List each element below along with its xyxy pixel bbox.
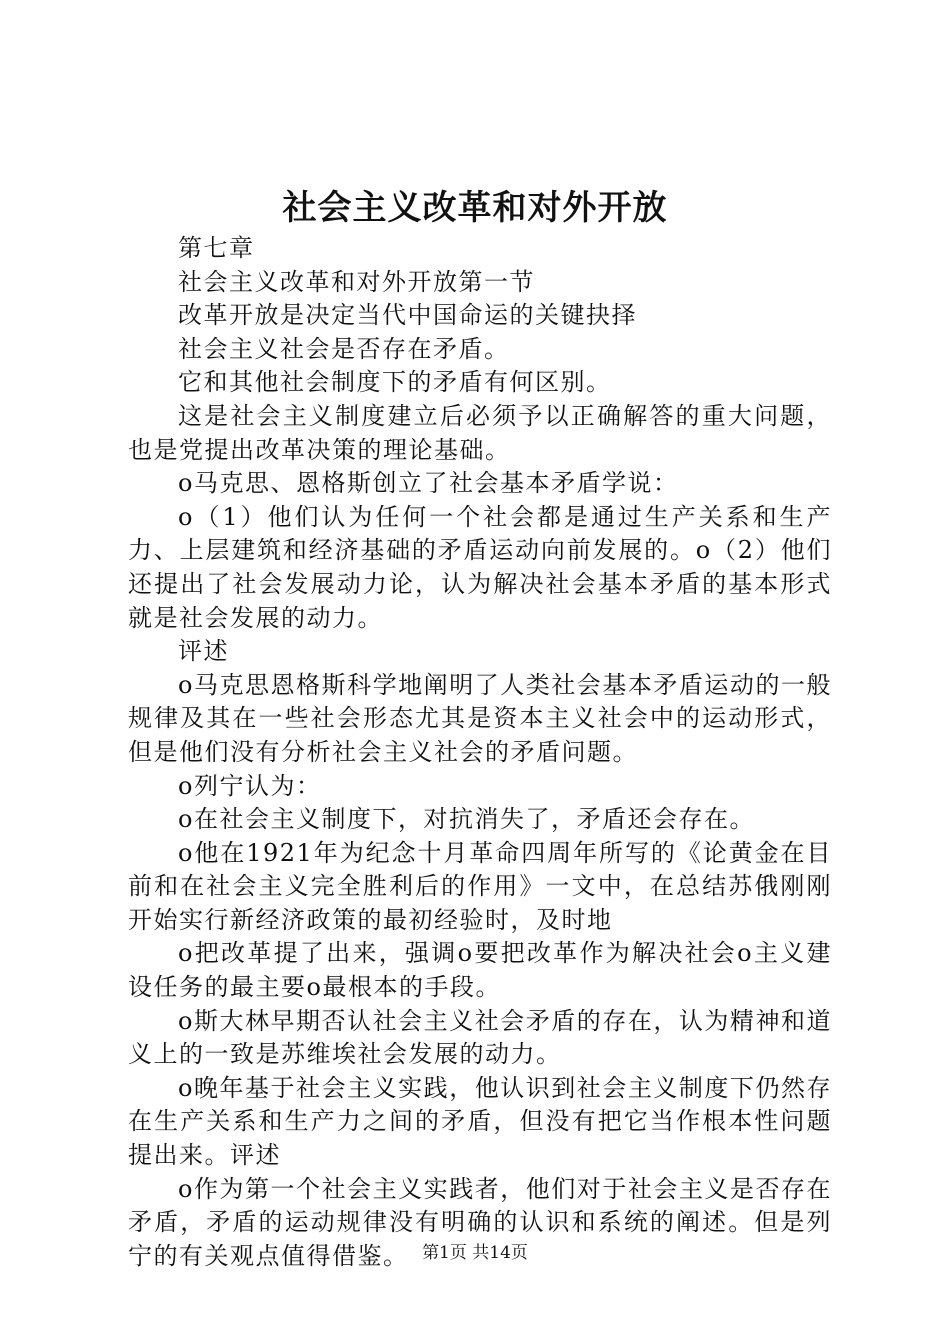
paragraph-15: o斯大林早期否认社会主义社会矛盾的存在，认为精神和道义上的一致是苏维埃社会发展的动力。 — [128, 1006, 832, 1069]
paragraph-3: 改革开放是决定当代中国命运的关键抉择 — [178, 301, 637, 330]
paragraph-5: 它和其他社会制度下的矛盾有何区别。 — [178, 368, 612, 397]
paragraph-4: 社会主义社会是否存在矛盾。 — [178, 334, 510, 363]
paragraph-11: o列宁认为： — [178, 771, 322, 800]
page-number-footer: 第1页 共14页 — [422, 1243, 528, 1263]
paragraph-8: o（1）他们认为任何一个社会都是通过生产关系和生产力、上层建筑和经济基础的矛盾运动向前发展的。o（2）他们还提出了社会发展动力论，认为解决社会基本矛盾的基本形式就是社会发展的动力。 — [128, 502, 832, 632]
paragraph-2: 社会主义改革和对外开放第一节 — [178, 267, 535, 296]
document-body — [128, 232, 832, 1273]
document-title: 社会主义改革和对外开放 — [282, 188, 668, 228]
paragraph-12: o在社会主义制度下，对抗消失了，矛盾还会存在。 — [178, 805, 755, 834]
paragraph-7: o马克思、恩格斯创立了社会基本矛盾学说： — [178, 469, 679, 498]
paragraph-17: o作为第一个社会主义实践者，他们对于社会主义是否存在矛盾，矛盾的运动规律没有明确的认识和系统的阐述。但是列宁的有关观点值得借鉴。 — [128, 1174, 832, 1270]
paragraph-10: o马克思恩格斯科学地阐明了人类社会基本矛盾运动的一般规律及其在一些社会形态尤其是资本主义社会中的运动形式，但是他们没有分析社会主义社会的矛盾问题。 — [128, 670, 832, 766]
paragraph-14: o把改革提了出来，强调o要把改革作为解决社会o主义建设任务的最主要o最根本的手段。 — [128, 939, 832, 1002]
paragraph-13: o他在1921年为纪念十月革命四周年所写的《论黄金在目前和在社会主义完全胜利后的作用》一文中，在总结苏俄刚刚开始实行新经济政策的最初经验时，及时地 — [128, 838, 832, 934]
paragraph-9: 评述 — [178, 637, 229, 666]
paragraph-16: o晚年基于社会主义实践，他认识到社会主义制度下仍然存在生产关系和生产力之间的矛盾，但没有把它当作根本性问题提出来。评述 — [128, 1073, 832, 1170]
paragraph-6: 这是社会主义制度建立后必须予以正确解答的重大问题，也是党提出改革决策的理论基础。 — [128, 401, 832, 464]
paragraph-1: 第七章 — [178, 234, 255, 262]
